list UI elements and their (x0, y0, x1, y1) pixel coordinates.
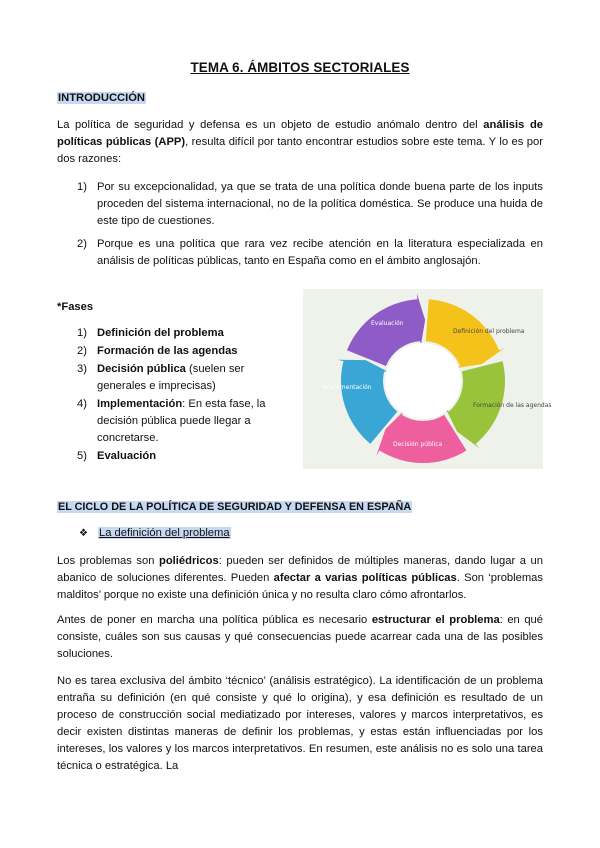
diamond-bullet-icon: ❖ (79, 528, 88, 539)
cycle-paragraph-2: Antes de poner en marcha una política pública es necesario estructurar el problema: en qué consiste, cuáles son sus causas y qué consecuencias puede acarrear cada una de las posibles soluciones. (57, 614, 543, 660)
diagram-center (385, 343, 461, 419)
intro-paragraph: La política de seguridad y defensa es un objeto de estudio anómalo dentro del análisis de políticas públicas (APP), resulta difícil por tanto encontrar estudios sobre este tema. Y lo es por dos razones: (57, 119, 543, 165)
cycle-paragraph-1: Los problemas son poliédricos: pueden ser definidos de múltiples maneras, dando lugar a un abanico de soluciones diferentes. Pueden afectar a varias políticas públicas. Son ‘problemas malditos’ porque no existe una definición única y no resulta claro cómo afrontarlos. (57, 555, 543, 601)
list-item: 3) Decisión pública (suelen ser generales e imprecisas) (77, 363, 245, 392)
intro-heading: INTRODUCCIÓN (58, 92, 146, 104)
list-item: 4) Implementación: En esta fase, la decisión pública puede llegar a concretarse. (77, 398, 266, 444)
segment-label-definicion: Definición del problema (453, 328, 525, 335)
segment-label-formacion: Formación de las agendas (473, 402, 552, 409)
list-item: 2) Formación de las agendas (77, 345, 238, 357)
phases-list (77, 325, 293, 465)
reasons-list (77, 179, 543, 270)
page-title: TEMA 6. ÁMBITOS SECTORIALES (190, 60, 410, 75)
segment-label-decision: Decisión pública (393, 441, 443, 448)
list-item: 1) Por su excepcionalidad, ya que se trata de una política donde buena parte de los inputs proceden del sistema internacional, no de la política doméstica. Se produce una huida de este tipo de cuestiones. (77, 181, 543, 227)
policy-cycle-diagram (303, 289, 552, 469)
list-item: 1) Definición del problema (77, 327, 224, 339)
segment-label-implementacion: Implementación (323, 384, 372, 391)
subsection-heading: ❖ La definición del problema (79, 527, 230, 539)
phases-heading: *Fases (57, 301, 94, 313)
list-item: 2) Porque es una política que rara vez recibe atención en la literatura especializada en análisis de políticas públicas, tanto en España como en el ámbito anglosajón. (77, 238, 543, 267)
cycle-heading: EL CICLO DE LA POLÍTICA DE SEGURIDAD Y DEFENSA EN ESPAÑA (58, 501, 412, 513)
segment-label-evaluacion: Evaluación (371, 320, 404, 327)
cycle-paragraph-3: No es tarea exclusiva del ámbito ‘técnico’ (análisis estratégico). La identificación de un problema entraña su definición (en qué consiste y qué lo origina), y esa definición es resultado de un proceso de construcción social mediatizado por intereses, valores y marcos interpretativos, es decir existen distintas maneras de definir los problemas, y estas están influenciadas por los intereses, los valores y los marcos interpretativos. En resumen, este análisis no es solo una tarea técnica o estratégica. La (57, 675, 543, 772)
list-item: 5) Evaluación (77, 450, 157, 462)
